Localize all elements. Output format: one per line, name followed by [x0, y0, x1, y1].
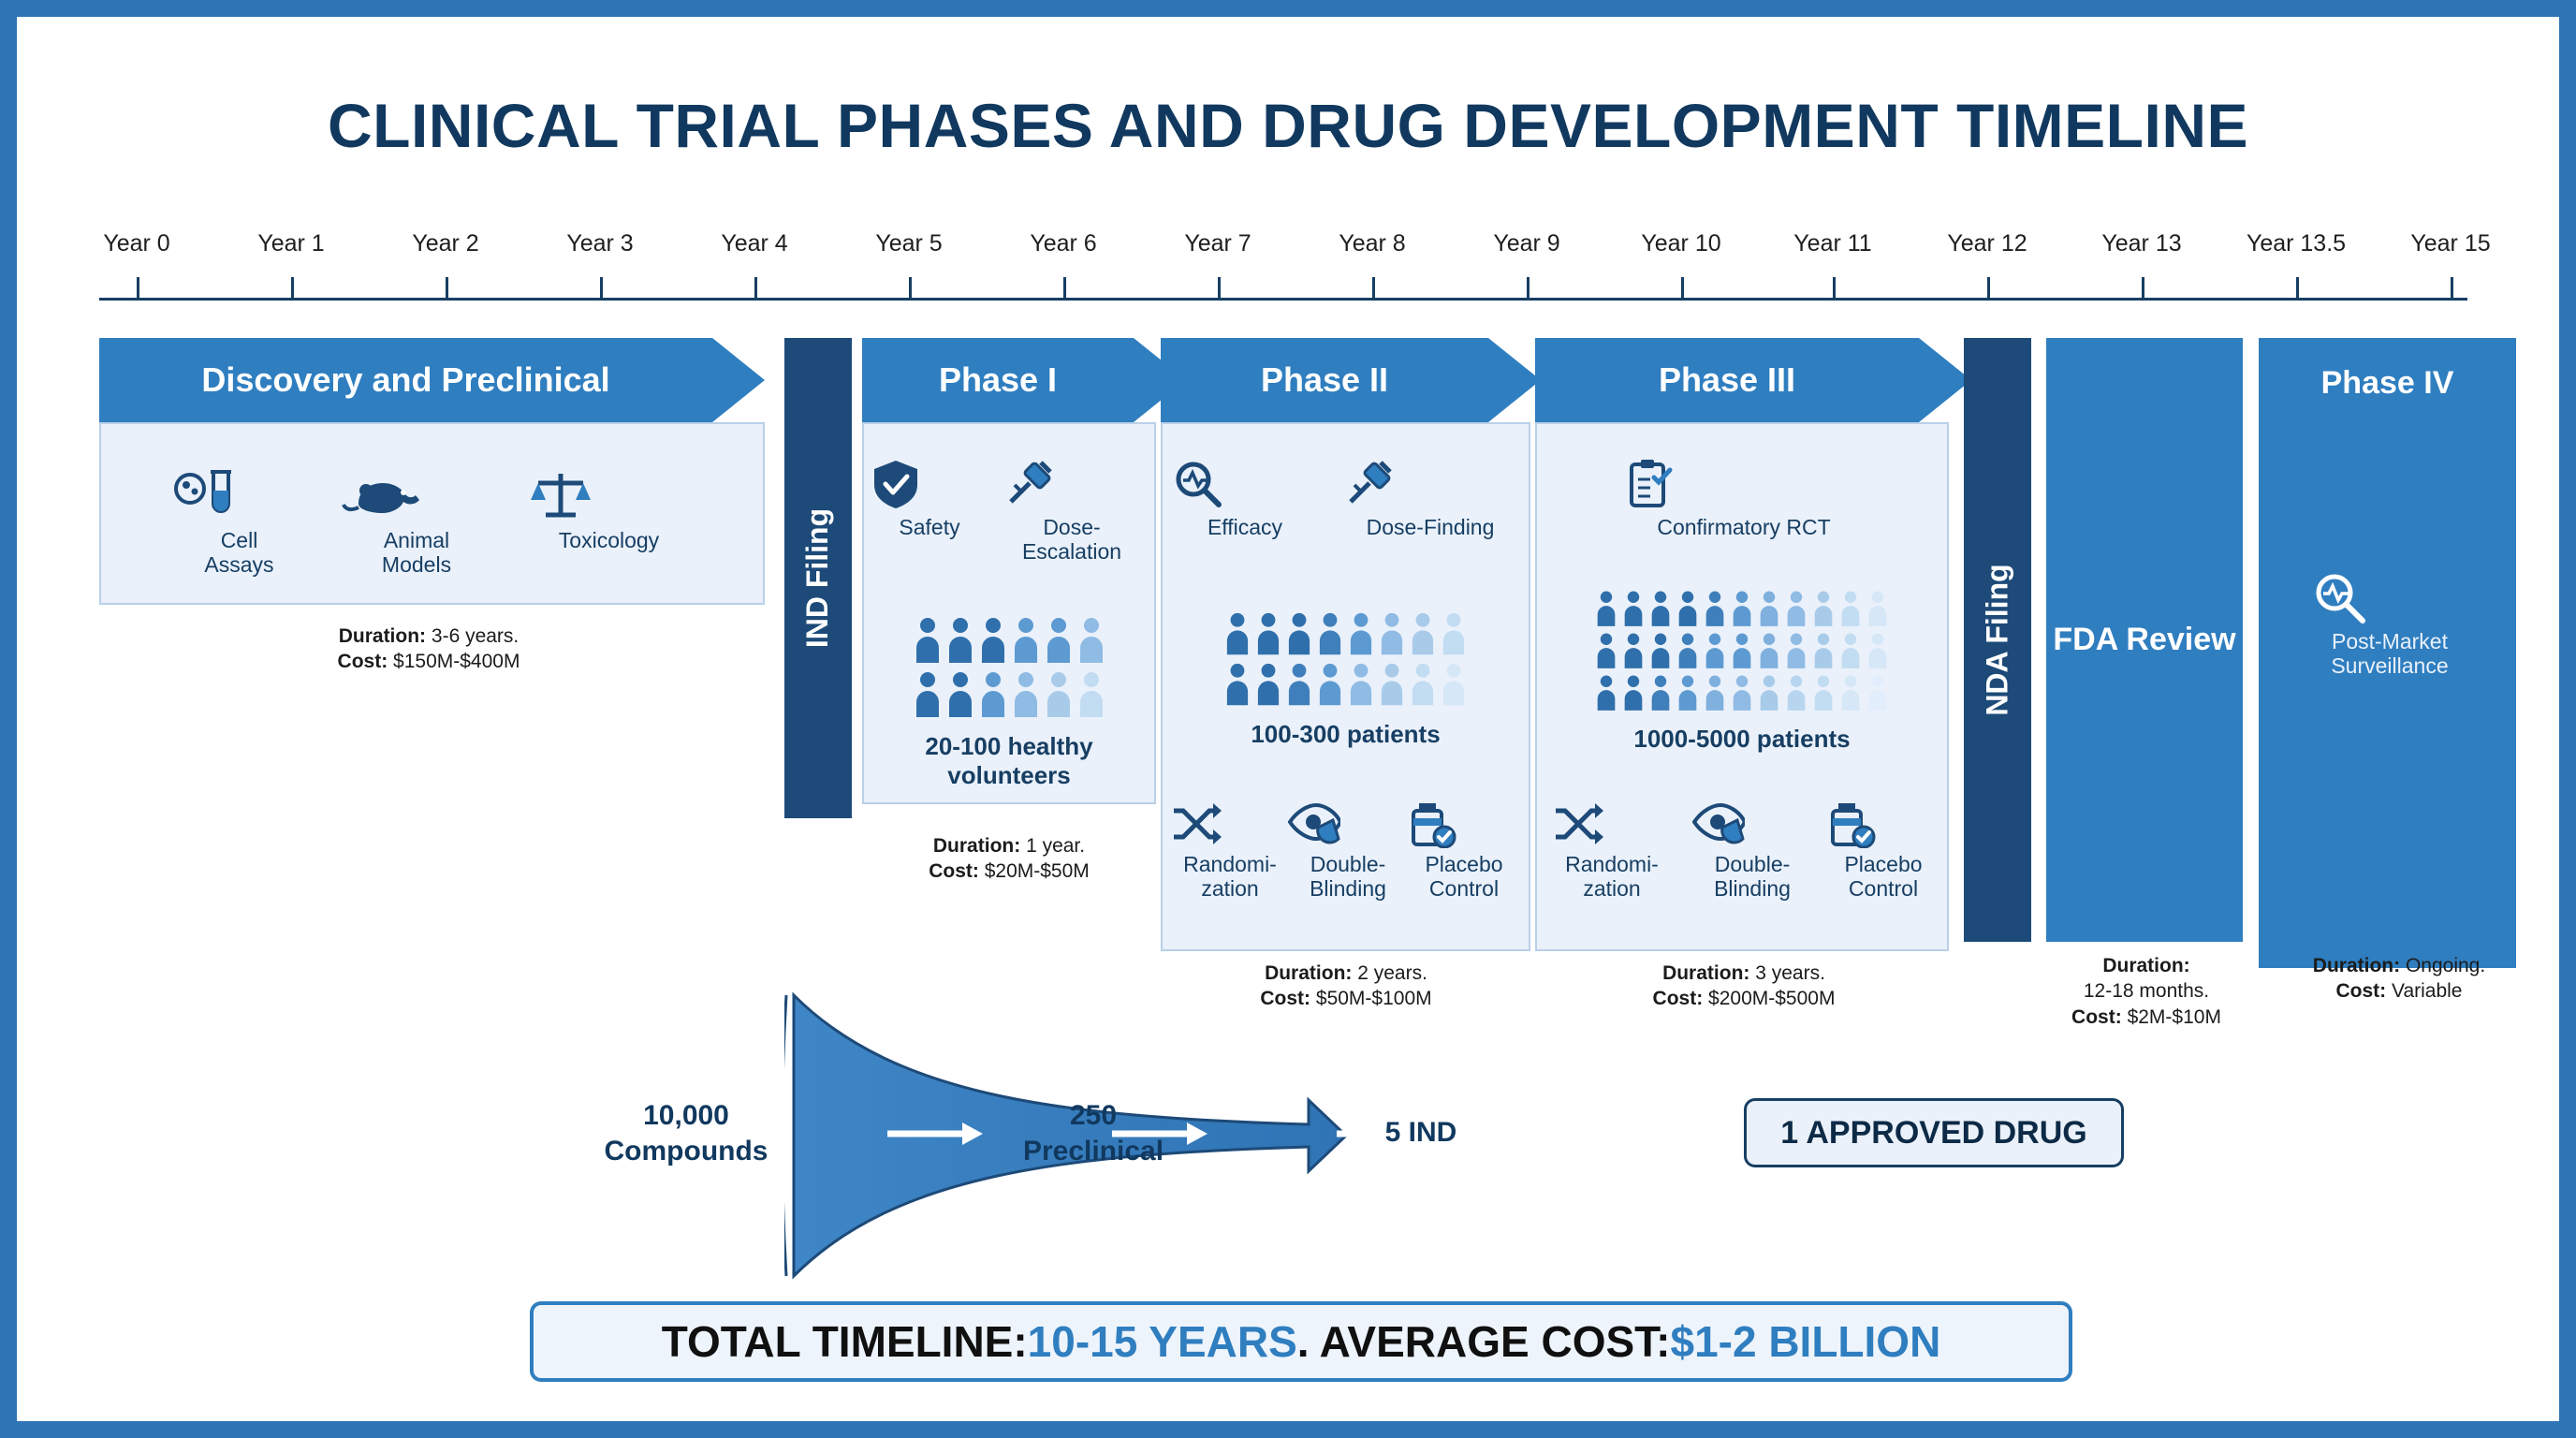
preclinical-duration-label: Duration: [338, 625, 427, 647]
axis-tick [137, 277, 139, 300]
phase3-blinding-label: Double- Blinding [1714, 852, 1791, 902]
animal-models-label: Animal Models [381, 528, 452, 578]
syringe-icon [1002, 457, 1056, 511]
phase2-efficacy-label: Efficacy [1207, 515, 1283, 539]
people-row [1535, 590, 1949, 629]
randomization-icon [1170, 801, 1222, 848]
toxicology-icon [527, 466, 594, 524]
total-summary-bar [530, 1301, 2072, 1382]
axis-tick [446, 277, 448, 300]
axis-tick-label: Year 9 [1493, 230, 1560, 257]
nda-filing-block[interactable] [1964, 338, 2031, 942]
timeline-axis-labels [73, 230, 2507, 262]
phase3-randomization-item [1552, 801, 1672, 902]
phase4-duration-label: Duration: [2312, 955, 2401, 976]
phase1-header: Phase I [862, 338, 1134, 422]
phase1-people-group [862, 616, 1156, 790]
people-row [862, 670, 1156, 721]
axis-tick-label: Year 6 [1030, 230, 1097, 257]
funnel-stage2-label: 5 IND [1384, 1117, 1457, 1148]
phase3-people-group [1535, 590, 1949, 754]
timeline-axis-line [99, 298, 2467, 301]
axis-tick [1218, 277, 1221, 300]
preclinical-cost-label: Cost: [337, 651, 388, 673]
axis-tick [1063, 277, 1066, 300]
phase1-dose-escalation-item [1002, 457, 1142, 565]
fda-duration-value: 12-18 months. [2083, 980, 2210, 1003]
phase2-efficacy-item [1170, 457, 1320, 539]
axis-tick-label: Year 0 [103, 230, 170, 257]
phase1-cost-label: Cost: [929, 860, 979, 883]
phase1-cost-value: $20M-$50M [984, 860, 1090, 883]
axis-tick [754, 277, 757, 300]
phase1-duration-value: 1 year. [1026, 835, 1086, 857]
phase1-participants: 20-100 healthy volunteers [925, 732, 1093, 790]
infographic-canvas [17, 17, 2559, 1421]
axis-tick-label: Year 11 [1793, 230, 1872, 257]
axis-tick-label: Year 10 [1641, 230, 1721, 257]
phase1-meta [859, 833, 1159, 885]
phase1-safety-item [869, 457, 990, 539]
axis-tick-label: Year 5 [875, 230, 943, 257]
people-row [1535, 674, 1949, 713]
ind-filing-block[interactable] [784, 338, 852, 818]
axis-tick [600, 277, 603, 300]
toxicology-label: Toxicology [558, 528, 660, 552]
funnel-stage1-label: 250 Preclinical [1022, 1100, 1164, 1167]
phase4-cost-label: Cost: [2335, 980, 2387, 1003]
phase3-participants: 1000-5000 patients [1633, 725, 1851, 753]
axis-tick-label: Year 3 [566, 230, 634, 257]
phase2-duration-label: Duration: [1265, 962, 1353, 984]
axis-tick [909, 277, 912, 300]
phase1-safety-label: Safety [899, 515, 960, 539]
phase3-randomization-label: Randomi- zation [1565, 852, 1659, 902]
funnel-start-label: 10,000 Compounds [604, 1100, 768, 1167]
phase2-duration-value: 2 years. [1357, 962, 1427, 984]
axis-tick [291, 277, 294, 300]
animal-models-icon [342, 466, 422, 524]
efficacy-magnifier-icon [1170, 457, 1224, 511]
animal-models-item [342, 466, 491, 578]
clipboard-check-icon [1622, 457, 1676, 511]
axis-tick [1987, 277, 1990, 300]
phase2-blinding-item [1288, 801, 1408, 902]
total-cost: $1-2 BILLION [1670, 1317, 1941, 1366]
preclinical-cost-value: $150M-$400M [393, 651, 520, 673]
axis-tick [1833, 277, 1836, 300]
preclinical-arrowhead [712, 338, 765, 422]
phase2-participants: 100-300 patients [1251, 720, 1441, 748]
placebo-bottle-icon [1823, 801, 1876, 848]
axis-tick-label: Year 2 [412, 230, 479, 257]
preclinical-header: Discovery and Preclinical [99, 338, 712, 422]
phase2-placebo-label: Placebo Control [1425, 852, 1503, 902]
phase2-dose-finding-item [1341, 457, 1519, 539]
shield-check-icon [869, 457, 923, 511]
double-blinding-eye-icon [1288, 801, 1340, 848]
fda-cost-value: $2M-$10M [2127, 1005, 2221, 1028]
axis-tick [1527, 277, 1530, 300]
axis-tick [2296, 277, 2299, 300]
phase2-blinding-label: Double- Blinding [1310, 852, 1386, 902]
phase4-surveillance-item [2310, 569, 2469, 679]
ind-filing-label: IND Filing [800, 507, 835, 649]
phase4-cost-value: Variable [2392, 980, 2463, 1003]
phase2-cost-value: $50M-$100M [1315, 988, 1432, 1010]
post-market-surveillance-icon [2310, 569, 2368, 625]
axis-tick-label: Year 7 [1184, 230, 1251, 257]
phase4-meta [2263, 953, 2535, 1005]
toxicology-item [527, 466, 691, 552]
axis-tick-label: Year 12 [1947, 230, 2027, 257]
phase3-header: Phase III [1535, 338, 1919, 422]
fda-review-meta [2029, 953, 2263, 1030]
phase3-placebo-item [1823, 801, 1943, 902]
phase2-dose-finding-label: Dose-Finding [1366, 515, 1495, 539]
fda-cost-label: Cost: [2071, 1005, 2122, 1028]
nda-filing-label: NDA Filing [1980, 564, 2014, 716]
phase3-placebo-label: Placebo Control [1844, 852, 1923, 902]
total-years: 10-15 YEARS [1027, 1317, 1297, 1366]
axis-tick [1372, 277, 1375, 300]
axis-tick [2142, 277, 2144, 300]
double-blinding-eye-icon [1692, 801, 1745, 848]
phase3-confirmatory-item [1622, 457, 1866, 539]
total-middle: . AVERAGE COST: [1296, 1317, 1671, 1366]
phase2-people-group [1161, 611, 1530, 749]
total-prefix: TOTAL TIMELINE: [661, 1317, 1028, 1366]
preclinical-duration-value: 3-6 years. [431, 625, 520, 647]
syringe-icon [1341, 457, 1396, 511]
phase2-placebo-item [1404, 801, 1524, 902]
axis-tick-label: Year 1 [257, 230, 325, 257]
phase4-header: Phase IV [2320, 365, 2454, 401]
phase2-cost-label: Cost: [1260, 988, 1311, 1010]
axis-tick-label: Year 15 [2410, 230, 2491, 257]
attrition-funnel [784, 986, 1749, 1285]
phase1-dose-escalation-label: Dose- Escalation [1021, 515, 1122, 565]
phase2-header: Phase II [1161, 338, 1488, 422]
people-row [862, 616, 1156, 667]
phase4-surveillance-label: Post-Market Surveillance [2331, 629, 2449, 679]
phase3-confirmatory-label: Confirmatory RCT [1657, 515, 1831, 539]
phase1-duration-label: Duration: [932, 835, 1021, 857]
axis-tick [1681, 277, 1684, 300]
axis-tick [2451, 277, 2453, 300]
people-row [1161, 611, 1530, 658]
placebo-bottle-icon [1404, 801, 1456, 848]
approved-drug-badge: 1 APPROVED DRUG [1744, 1098, 2124, 1167]
cell-assays-label: Cell Assays [204, 528, 274, 578]
phase2-arrowhead [1488, 338, 1541, 422]
people-row [1161, 662, 1530, 709]
phase4-duration-value: Ongoing. [2405, 955, 2486, 976]
cell-assays-item [171, 466, 307, 578]
phase3-cost-value: $200M-$500M [1708, 988, 1836, 1010]
phase2-randomization-item [1170, 801, 1290, 902]
fda-duration-label: Duration: [2102, 955, 2190, 976]
people-row [1535, 632, 1949, 671]
axis-tick-label: Year 13.5 [2246, 230, 2347, 257]
phase3-duration-value: 3 years. [1755, 962, 1825, 984]
randomization-icon [1552, 801, 1604, 848]
phase3-blinding-item [1692, 801, 1812, 902]
page-title: CLINICAL TRIAL PHASES AND DRUG DEVELOPMENT TIMELINE [327, 91, 2249, 160]
phase2-randomization-label: Randomi- zation [1183, 852, 1277, 902]
cell-assays-icon [171, 466, 239, 524]
preclinical-meta [232, 624, 625, 675]
axis-tick-label: Year 13 [2101, 230, 2182, 257]
fda-review-header: FDA Review [2053, 622, 2236, 658]
fda-review-block[interactable] [2046, 338, 2243, 942]
phase3-duration-label: Duration: [1662, 962, 1750, 984]
phase3-cost-label: Cost: [1652, 988, 1704, 1010]
axis-tick-label: Year 4 [721, 230, 788, 257]
axis-tick-label: Year 8 [1339, 230, 1406, 257]
